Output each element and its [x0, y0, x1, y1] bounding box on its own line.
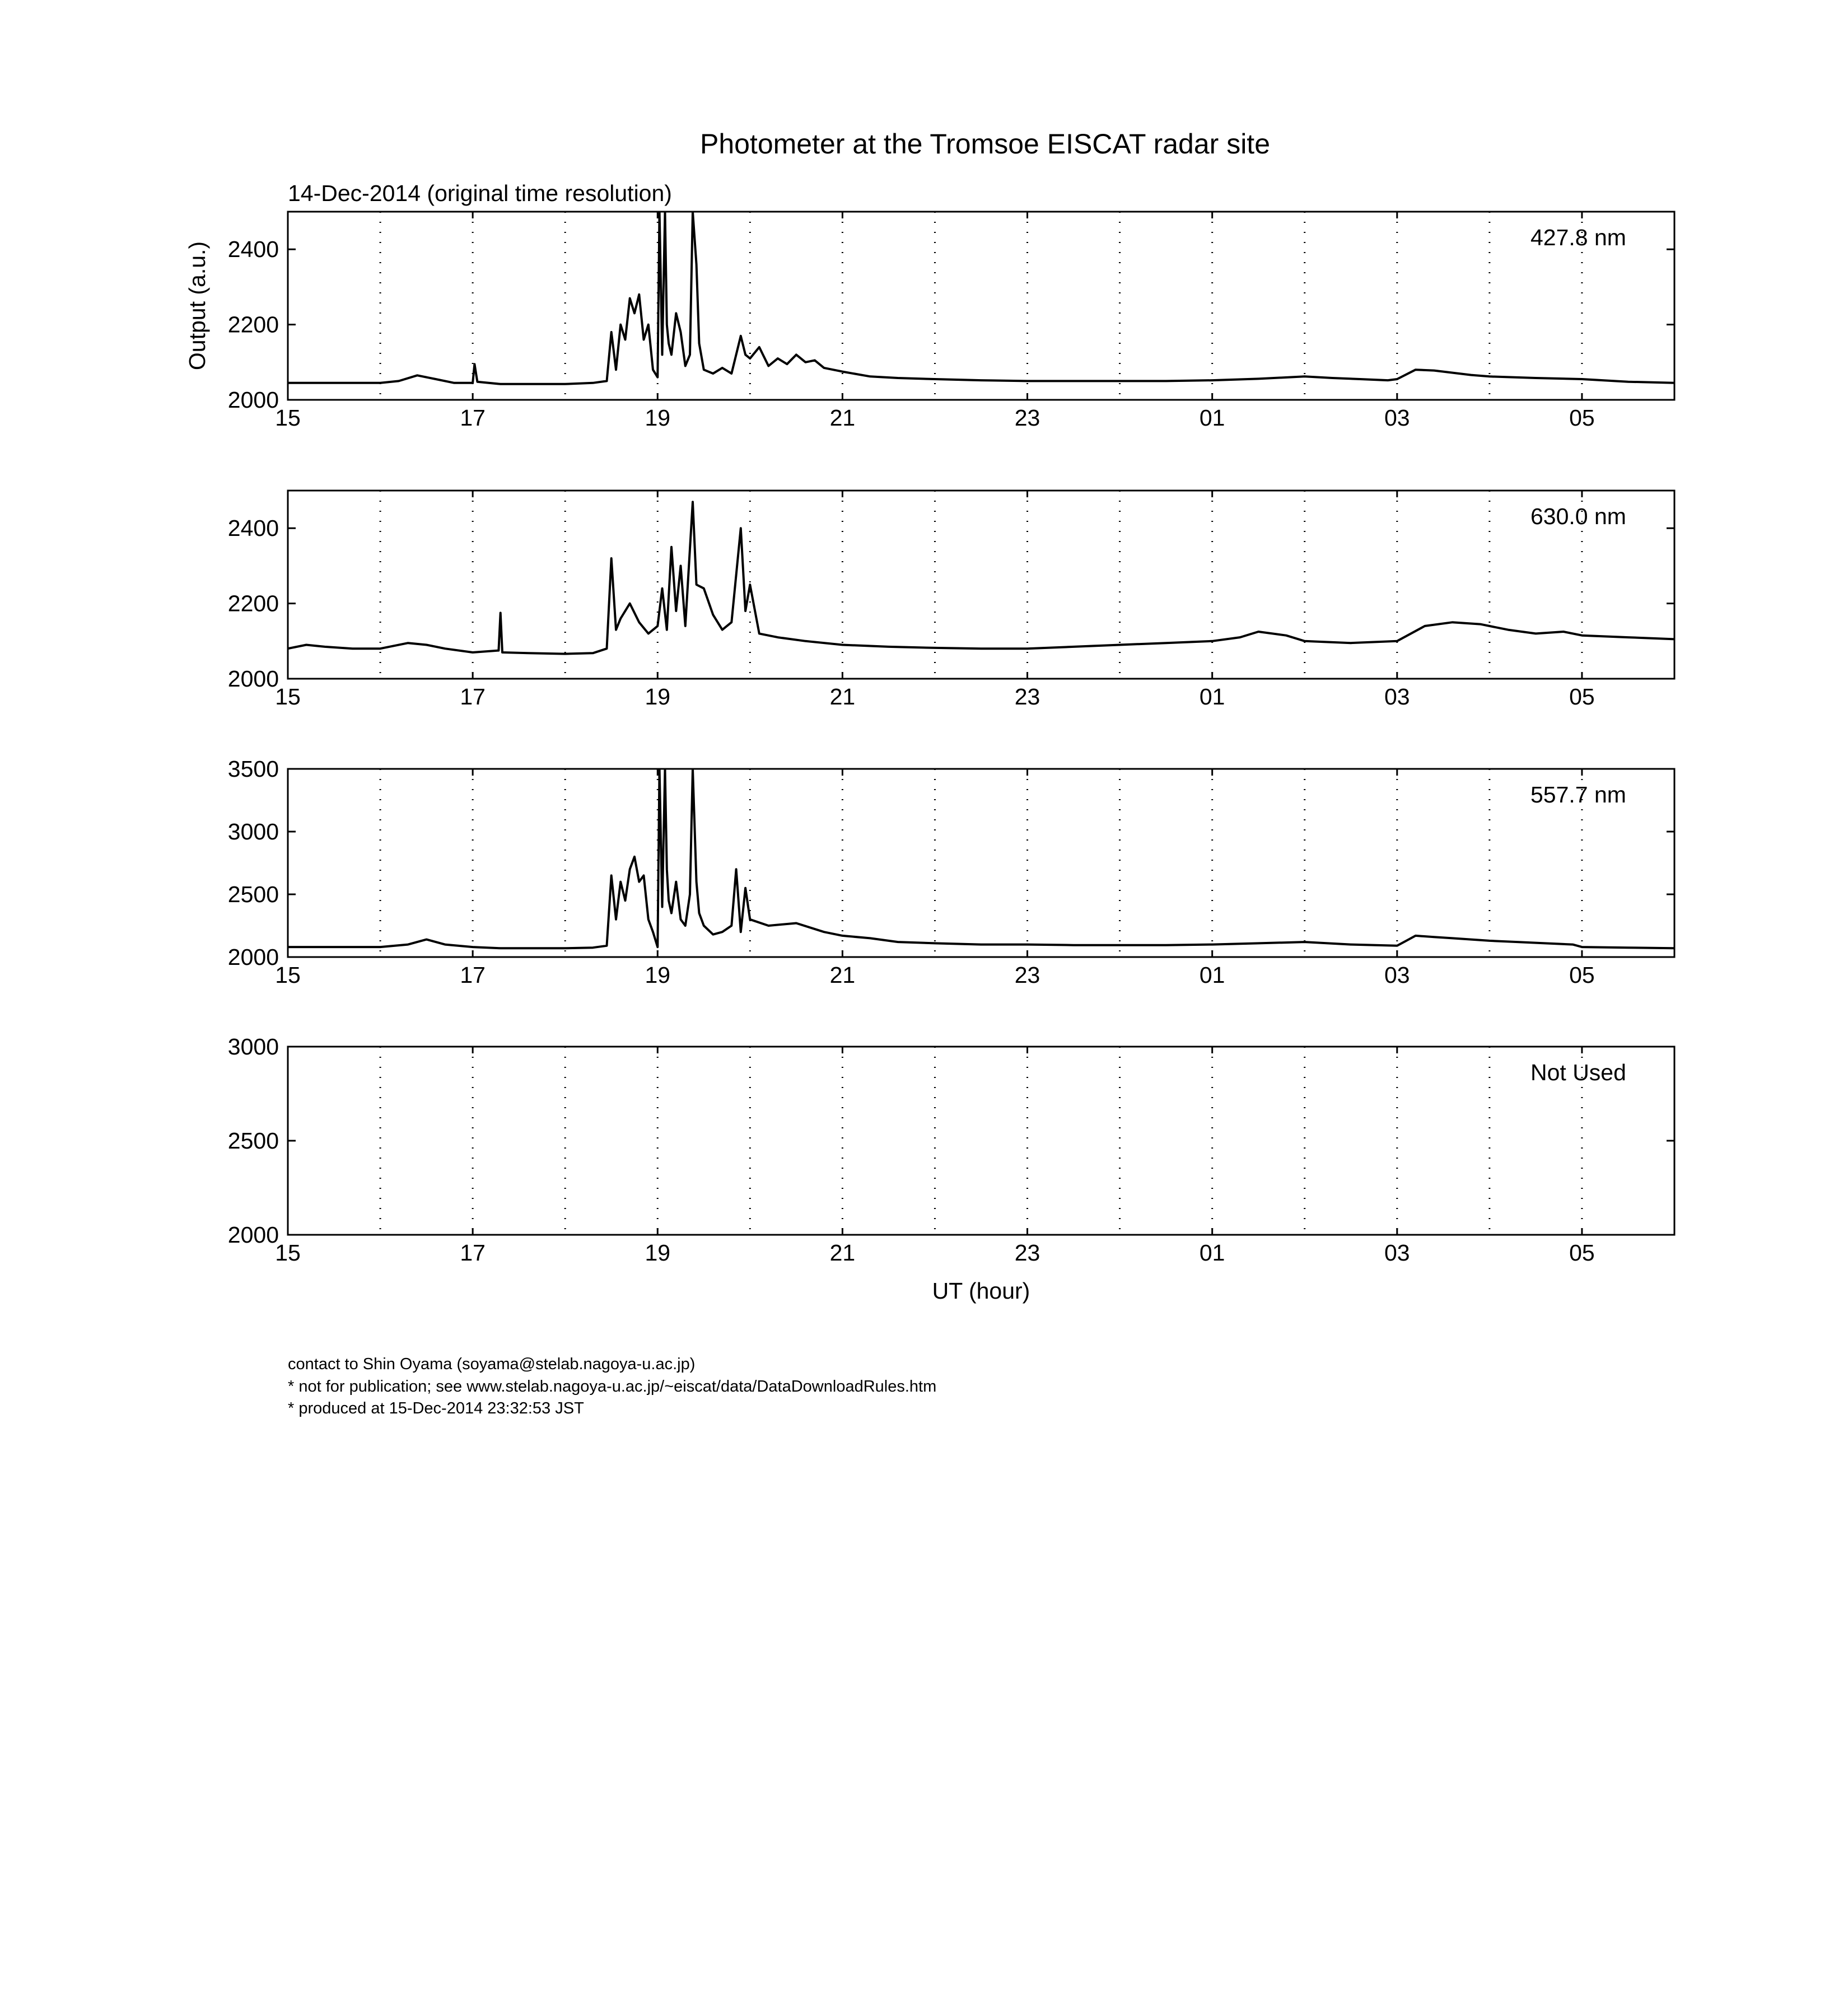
y-tick-label: 2400 [227, 236, 279, 263]
x-tick-label: 03 [1384, 962, 1410, 988]
x-axis-label: UT (hour) [932, 1278, 1030, 1304]
x-tick-label: 01 [1199, 405, 1225, 431]
x-tick-label: 21 [829, 1240, 856, 1266]
panel-label: 427.8 nm [1530, 225, 1626, 250]
footer-publication-note: * not for publication; see www.stelab.nagoya-u.ac.jp/~eiscat/data/DataDownloadRules.htm [288, 1378, 937, 1396]
x-tick-label: 19 [645, 962, 671, 988]
panel-label: 557.7 nm [1530, 782, 1626, 808]
x-tick-label: 21 [829, 962, 856, 988]
x-tick-label: 17 [460, 1240, 486, 1266]
x-tick-label: 21 [829, 684, 856, 710]
chart-title: Photometer at the Tromsoe EISCAT radar site [699, 128, 1271, 160]
panel-4 [228, 1034, 1674, 1266]
x-tick-label: 17 [460, 405, 486, 431]
plot-frame [288, 212, 1674, 400]
panel-1 [184, 212, 1674, 431]
x-tick-label: 05 [1569, 1240, 1595, 1266]
x-tick-label: 19 [645, 405, 671, 431]
y-axis-label: Output (a.u.) [184, 241, 210, 371]
y-tick-label: 2000 [227, 387, 279, 413]
series-line-1 [288, 502, 1674, 654]
y-tick-label: 2000 [227, 1222, 279, 1248]
x-tick-label: 05 [1569, 684, 1595, 710]
y-tick-label: 3000 [227, 1034, 279, 1060]
chart-subtitle: 14-Dec-2014 (original time resolution) [288, 180, 672, 206]
panel-label: 630.0 nm [1530, 503, 1626, 529]
panel-3 [228, 756, 1674, 988]
x-tick-label: 21 [829, 405, 856, 431]
x-tick-label: 01 [1199, 1240, 1225, 1266]
x-tick-label: 15 [275, 405, 301, 431]
y-tick-label: 2000 [227, 944, 279, 970]
y-tick-label: 2500 [227, 1128, 279, 1154]
x-tick-label: 17 [460, 684, 486, 710]
y-tick-label: 2200 [227, 590, 279, 617]
y-tick-label: 3500 [227, 756, 279, 782]
x-tick-label: 23 [1014, 1240, 1040, 1266]
x-tick-label: 17 [460, 962, 486, 988]
x-tick-label: 23 [1014, 684, 1040, 710]
panels [184, 212, 1674, 1266]
panel-2 [228, 491, 1674, 710]
x-tick-label: 05 [1569, 405, 1595, 431]
x-tick-label: 15 [275, 684, 301, 710]
x-tick-label: 15 [275, 1240, 301, 1266]
plot-frame [288, 769, 1674, 957]
x-tick-label: 03 [1384, 1240, 1410, 1266]
y-tick-label: 3000 [227, 819, 279, 844]
x-tick-label: 03 [1384, 684, 1410, 710]
x-tick-label: 19 [645, 684, 671, 710]
x-tick-label: 01 [1199, 962, 1225, 988]
series-line-1 [288, 212, 1674, 384]
footer-contact: contact to Shin Oyama (soyama@stelab.nagoya-u.ac.jp) [288, 1355, 696, 1373]
x-tick-label: 01 [1199, 684, 1225, 710]
x-tick-label: 05 [1569, 962, 1595, 988]
y-tick-label: 2200 [227, 311, 279, 338]
panel-label: Not Used [1530, 1060, 1626, 1085]
x-tick-label: 23 [1014, 962, 1040, 988]
series-line-1 [288, 769, 1674, 948]
x-tick-label: 03 [1384, 405, 1410, 431]
y-tick-label: 2000 [227, 666, 279, 692]
x-tick-label: 19 [645, 1240, 671, 1266]
x-tick-label: 15 [275, 962, 301, 988]
footer-produced-at: * produced at 15-Dec-2014 23:32:53 JST [288, 1399, 584, 1417]
y-tick-label: 2400 [227, 515, 279, 542]
plot-frame [288, 1047, 1674, 1235]
x-tick-label: 23 [1014, 405, 1040, 431]
y-tick-label: 2500 [227, 881, 279, 907]
